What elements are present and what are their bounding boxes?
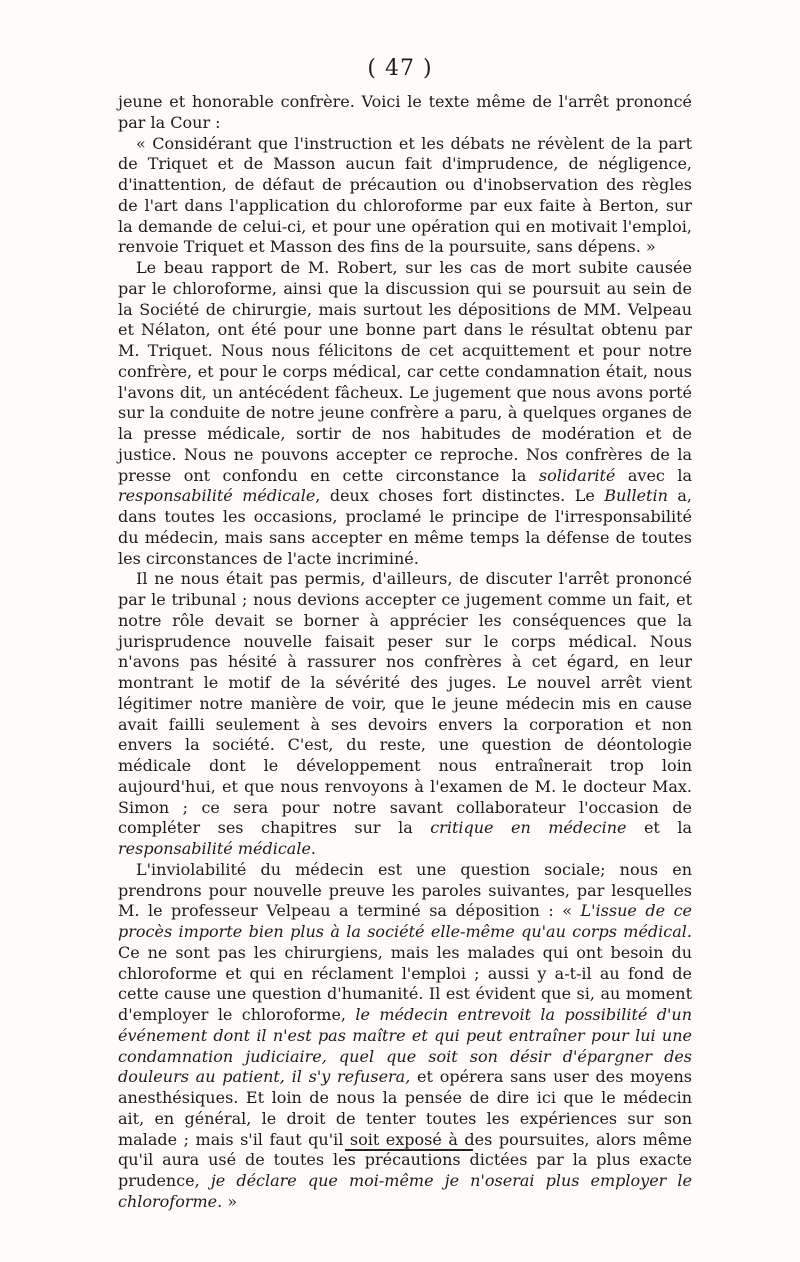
italic-critique: critique en médecine [430,818,627,838]
paragraph-robert-report: Le beau rapport de M. Robert, sur les cas de mort subite causée par le chloroforme, ainsi que la discussion qui se poursuit au sein de la Société de chirurgie, mais surtout les dépositions de MM. Velpeau et Nélaton, ont été pour une bonne part dans le résultat obtenu par M. Triquet. Nous nous félicitons de cet acquittement et pour notre confrère, et pour le corps médical, car cette condamnation était, nous l'avons dit, un antécédent fâcheux. Le jugement que nous avons porté sur la conduite de notre jeune confrère a paru, à quelques organes de la presse médicale, sortir de nos habitudes de modération et de justice. Nous ne pouvons accepter ce reproche. Nos confrères de la presse ont confondu en cette circonstance la solidarité avec la responsabilité médicale, deux choses fort distinctes. Le Bulletin a, dans toutes les occasions, proclamé le principe de l'irresponsabilité du médecin, mais sans accepter en même temps la défense de toutes les circonstances de l'acte incriminé. [118,258,692,568]
page-number: ( 47 ) [367,56,433,81]
body-text [118,92,692,1213]
italic-solidarite: solidarité [538,465,616,485]
end-rule [345,1149,473,1151]
paragraph-velpeau: L'inviolabilité du médecin est une question sociale; nous en prendrons pour nouvelle preuve les paroles suivantes, par lesquelles M. le professeur Velpeau a terminé sa déposition : « L'issue de ce procès importe bien plus à la société elle-même qu'au corps médical. Ce ne sont pas les chirurgiens, mais les malades qui ont besoin du chloroforme et qui en réclament l'emploi ; aussi y a-t-il au fond de cette cause une question d'humanité. Il est évident que si, au moment d'employer le chloroforme, le médecin entrevoit la possibilité d'un événement dont il n'est pas maître et qui peut entraîner pour lui une condamnation judiciaire, quel que soit son désir d'épargner des douleurs au patient, il s'y refusera, et opérera sans user des moyens anesthésiques. Et loin de nous la pensée de dire ici que le médecin ait, en général, le droit de tenter toutes les expériences sur son malade ; mais s'il faut qu'il soit exposé à des poursuites, alors même qu'il aura usé de toutes les précautions dictées par la plus exacte prudence, je déclare que moi-même je n'oserai plus employer le chloroforme. » [118,859,693,1211]
italic-bulletin: Bulletin [604,486,668,506]
italic-medecin-entrevoit: le médecin entrevoit la possibilité d'un événement dont il n'est pas maître et qui peut entraîner pour lui une condamnation judiciaire, quel que soit son désir d'épargner des douleurs au patient, il s'y refusera, [118,1005,693,1087]
paragraph-court-ruling: « Considérant que l'instruction et les débats ne révèlent de la part de Triquet et de Masson aucun fait d'imprudence, de négligence, d'inattention, de défaut de précaution ou d'inobservation des règles de l'art dans l'application du chloroforme par eux faite à Berton, sur la demande de celui-ci, et pour une opération qui en motivait l'emploi, renvoie Triquet et Masson des fins de la poursuite, sans dépens. » [118,133,692,257]
italic-responsabilite: responsabilité médicale [118,486,316,506]
italic-declare: je déclare que moi-même je n'oserai plus employer le chloroforme. [118,1171,692,1211]
paragraph-tribunal: Il ne nous était pas permis, d'ailleurs, de discuter l'arrêt prononcé par le tribunal ; nous devions accepter ce jugement comme un fait, et notre rôle devait se borner à apprécier les conséquences que la jurisprudence nouvelle faisait peser sur le corps médical. Nous n'avons pas hésité à rassurer nos confrères à cet égard, en leur montrant le motif de la sévérité des juges. Le nouvel arrêt vient légitimer notre manière de voir, que le jeune médecin mis en cause avait failli seulement à ses devoirs envers la corporation et non envers la société. C'est, du reste, une question de déontologie médicale dont le développement nous entraînerait trop loin aujourd'hui, et que nous renvoyons à l'examen de M. le docteur Max. Simon ; ce sera pour notre savant collaborateur l'occasion de compléter ses chapitres sur la critique en médecine et la responsabilité médicale. [118,569,693,858]
italic-responsabilite-2: responsabilité médicale [118,839,311,858]
paragraph-continuation: jeune et honorable confrère. Voici le texte même de l'arrêt prononcé par la Cour : [118,92,692,132]
italic-issue: L'issue de ce procès importe bien plus à la société elle-même qu'au corps médical. [118,901,692,941]
